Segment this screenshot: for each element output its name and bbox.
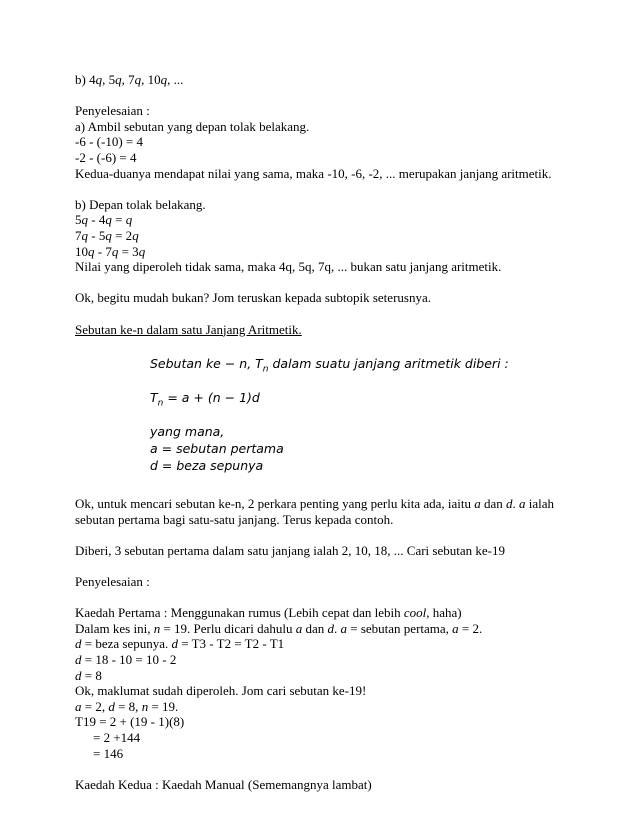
- text-line: Nilai yang diperoleh tidak sama, maka 4q, 5q, 7q, ... bukan satu janjang aritmetik.: [75, 259, 502, 275]
- formula-line-where: yang mana,: [150, 424, 225, 440]
- formula-line-definition: Sebutan ke − n, $T_n$ dalam suatu janjang aritmetik diberi :: [150, 356, 509, 375]
- blank-line: [75, 527, 575, 543]
- text-line: b) 4q, 5q, 7q, 10q, ...: [75, 72, 184, 87]
- formula-line-a: a = sebutan pertama: [150, 441, 284, 457]
- text-line: Kedua-duanya mendapat nilai yang sama, maka -10, -6, -2, ... merupakan janjang aritmetik.: [75, 165, 552, 181]
- text-line: Diberi, 3 sebutan pertama dalam satu janjang ialah 2, 10, 18, ... Cari sebutan ke-19: [75, 542, 505, 558]
- text-line: d = 18 - 10 = 10 - 2: [75, 652, 177, 668]
- text-line: Penyelesaian :: [75, 103, 150, 119]
- text-block-intro: [75, 72, 575, 337]
- text-line: a) Ambil sebutan yang depan tolak belakang.: [75, 118, 310, 134]
- blank-line: [75, 761, 575, 777]
- text-line: Ok, untuk mencari sebutan ke-n, 2 perkara penting yang perlu kita ada, iaitu a dan d. a ialah: [75, 496, 555, 512]
- section-heading: Sebutan ke-n dalam satu Janjang Aritmetik.: [75, 321, 302, 337]
- text-line: Dalam kes ini, n = 19. Perlu dicari dahulu a dan d. a = sebutan pertama, a = 2.: [75, 620, 483, 636]
- text-line: sebutan pertama bagi satu-satu janjang. Terus kepada contoh.: [75, 511, 394, 527]
- text-line: 7q - 5q = 2q: [75, 227, 139, 243]
- text-line: Kaedah Pertama : Menggunakan rumus (Lebih cepat dan lebih cool, haha): [75, 605, 462, 621]
- text-line: d = 8: [75, 667, 102, 683]
- text-line: Ok, maklumat sudah diperoleh. Jom cari sebutan ke-19!: [75, 683, 367, 699]
- text-line: d = beza sepunya. d = T3 - T2 = T2 - T1: [75, 636, 285, 652]
- text-line: Ok, begitu mudah bukan? Jom teruskan kepada subtopik seterusnya.: [75, 290, 431, 306]
- formula-image: [150, 355, 575, 474]
- text-block-example: [75, 496, 575, 792]
- document-page: [75, 72, 575, 792]
- text-line: Penyelesaian :: [75, 574, 150, 590]
- blank-line: [75, 275, 575, 291]
- blank-line: [75, 590, 575, 606]
- formula-line-d: d = beza sepunya: [150, 458, 264, 474]
- text-line: T19 = 2 + (19 - 1)(8): [75, 714, 185, 730]
- blank-line: [75, 88, 575, 104]
- text-line: -2 - (-6) = 4: [75, 149, 137, 165]
- text-line: 10q - 7q = 3q: [75, 243, 146, 259]
- text-line: 5q - 4q = q: [75, 212, 133, 228]
- text-line: = 146: [93, 745, 124, 761]
- blank-line: [75, 558, 575, 574]
- text-line: a = 2, d = 8, n = 19.: [75, 698, 179, 714]
- blank-line: [75, 181, 575, 197]
- text-line: b) Depan tolak belakang.: [75, 196, 206, 212]
- text-line: = 2 +144: [93, 730, 141, 745]
- text-line: -6 - (-10) = 4: [75, 134, 143, 150]
- formula-line-equation: $T_n = a + (n - 1)d$: [150, 390, 260, 409]
- blank-line: [75, 306, 575, 322]
- text-line: Kaedah Kedua : Kaedah Manual (Sememangnya lambat): [75, 776, 372, 792]
